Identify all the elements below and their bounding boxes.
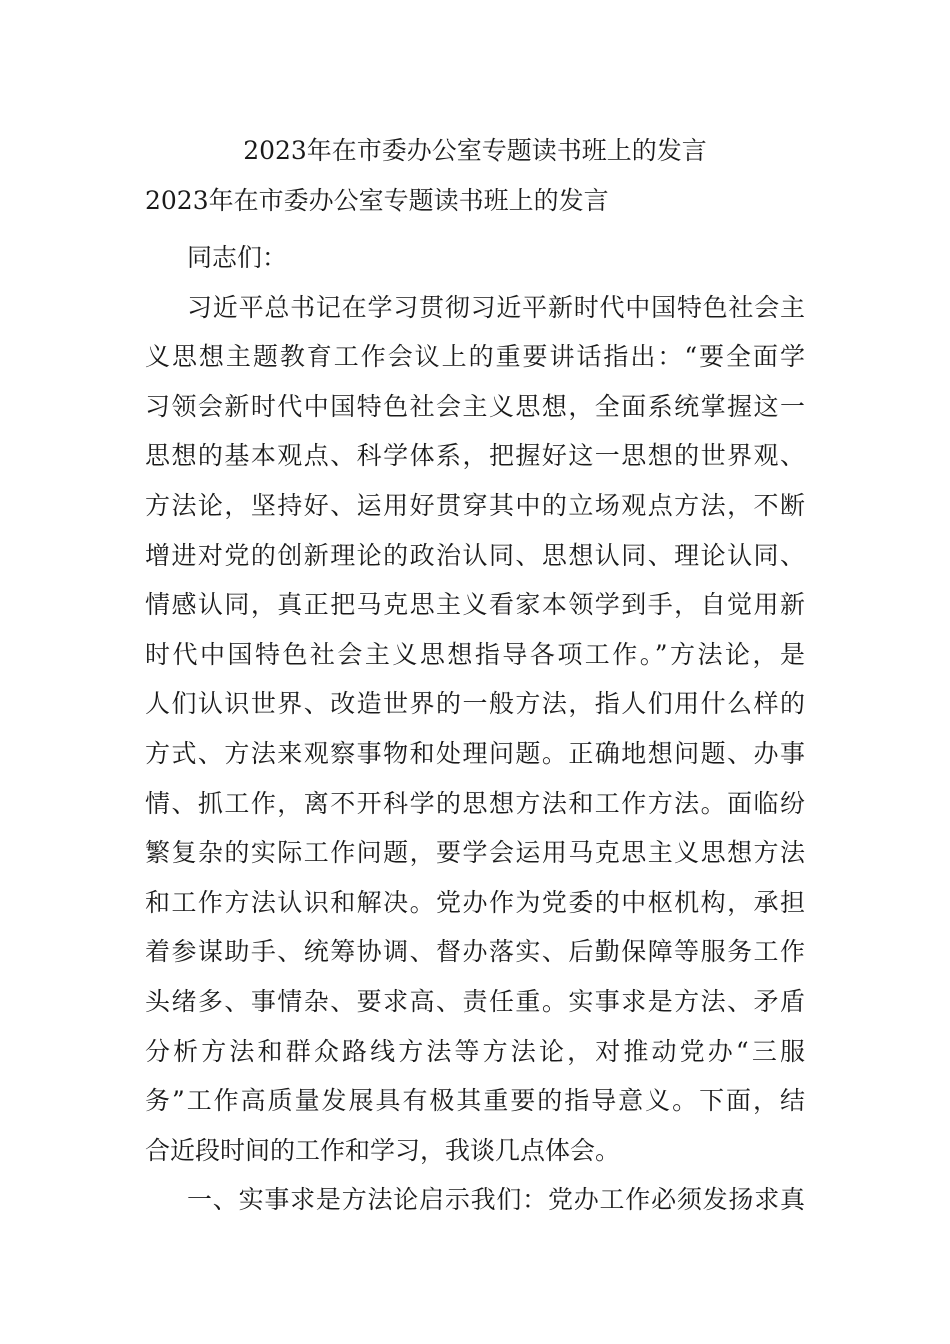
paragraph-line: 义思想主题教育工作会议上的重要讲话指出：“要全面学	[145, 342, 805, 372]
paragraph-line: 头绪多、事情杂、要求高、责任重。实事求是方法、矛盾	[145, 986, 805, 1016]
paragraph-line: 人们认识世界、改造世界的一般方法，指人们用什么样的	[145, 689, 805, 719]
paragraph-line: 时代中国特色社会主义思想指导各项工作。”方法论，是	[145, 639, 805, 669]
salutation: 同志们：	[187, 243, 288, 272]
paragraph-line: 思想的基本观点、科学体系，把握好这一思想的世界观、	[145, 441, 805, 471]
paragraph-line: 和工作方法认识和解决。党办作为党委的中枢机构，承担	[145, 887, 805, 917]
paragraph-line: 分析方法和群众路线方法等方法论，对推动党办“三服	[145, 1036, 805, 1066]
paragraph-line: 习领会新时代中国特色社会主义思想，全面系统掌握这一	[145, 391, 805, 421]
paragraph-1	[145, 283, 805, 1176]
paragraph-line: 合近段时间的工作和学习，我谈几点体会。	[145, 1135, 621, 1165]
paragraph-line: 情、抓工作，离不开科学的思想方法和工作方法。面临纷	[145, 788, 805, 818]
paragraph-line: 习近平总书记在学习贯彻习近平新时代中国特色社会主	[187, 292, 805, 322]
paragraph-line: 繁复杂的实际工作问题，要学会运用马克思主义思想方法	[145, 838, 805, 868]
document-title-left: 2023年在市委办公室专题读书班上的发言	[145, 186, 609, 215]
paragraph-line: 增进对党的创新理论的政治认同、思想认同、理论认同、	[145, 540, 805, 570]
section-heading-1: 一、实事求是方法论启示我们：党办工作必须发扬求真	[187, 1185, 805, 1215]
document-body	[145, 233, 805, 1225]
paragraph-line: 着参谋助手、统筹协调、督办落实、后勤保障等服务工作	[145, 937, 805, 967]
paragraph-line: 方式、方法来观察事物和处理问题。正确地想问题、办事	[145, 738, 805, 768]
document-title-centered: 2023年在市委办公室专题读书班上的发言	[243, 136, 707, 165]
paragraph-line: 情感认同，真正把马克思主义看家本领学到手，自觉用新	[145, 590, 805, 620]
paragraph-line: 务”工作高质量发展具有极其重要的指导意义。下面，结	[145, 1086, 805, 1116]
paragraph-line: 方法论，坚持好、运用好贯穿其中的立场观点方法，不断	[145, 490, 805, 520]
